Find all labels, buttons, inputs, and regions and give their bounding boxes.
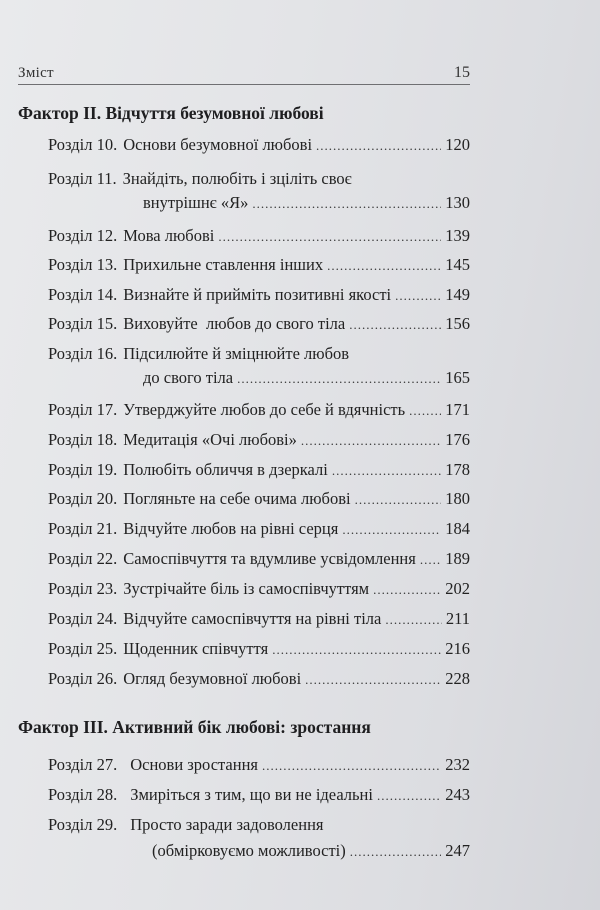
chapter-number: 15. [96,314,118,333]
chapter-number: 29. [96,815,118,834]
chapter-title: Змиріться з тим, що ви не ідеальні [130,785,373,804]
chapter-label: Розділ [48,785,93,804]
leader-dots [355,489,442,511]
chapter-number: 19. [96,460,118,479]
chapter-label: Розділ [48,255,93,274]
chapter-number: 24. [96,609,118,628]
chapter-number: 22. [96,549,118,568]
leader-dots [420,549,441,571]
chapter-page: 232 [445,755,470,774]
chapter-title: Медитація «Очі любові» [123,430,297,449]
chapter-title: Утверджуйте любов до себе й вдячність [123,400,406,419]
chapter-title: Визнайте й прийміть позитивні якості [123,285,392,304]
chapter-label: Розділ [48,226,93,245]
chapter-page: 145 [445,255,470,274]
chapter-number: 13. [96,255,118,274]
toc-entry-chapter-13[interactable] [48,254,470,277]
chapter-title: Виховуйте любов до свого тіла [123,314,346,333]
page-number: 15 [454,64,470,81]
chapter-title: Знайдіть, полюбіть і зцілiть своє [122,169,352,188]
chapter-number: 18. [96,430,118,449]
toc-entry-chapter-17[interactable] [48,399,470,422]
chapter-title-continued: (обмірковуємо можливості) [152,841,346,860]
leader-dots [262,755,441,777]
leader-dots [305,669,441,691]
leader-dots [373,579,441,601]
chapter-title: Основи зростання [130,755,259,774]
chapter-number: 27. [96,755,118,774]
chapter-page: 211 [445,609,470,628]
chapter-label: Розділ [48,669,93,688]
leader-dots [237,368,441,390]
chapter-title: Огляд безумовної любові [123,669,302,688]
toc-entry-chapter-25[interactable] [48,638,470,661]
chapter-page: 130 [445,193,470,212]
chapter-title: Відчуйте самоспівчуття на рівні тіла [123,609,382,628]
part-heading-factor-3: Фактор ІІІ. Активний бік любові: зростання [18,717,371,737]
leader-dots [342,519,441,541]
chapter-title: Зустрічайте біль із самоспівчуттям [123,579,370,598]
toc-entry-chapter-23[interactable] [48,578,470,601]
leader-dots [316,135,441,157]
chapter-page: 149 [445,285,470,304]
toc-entry-chapter-21[interactable] [48,518,470,541]
chapter-label: Розділ [48,285,93,304]
chapter-label: Розділ [48,430,93,449]
chapter-label: Розділ [48,344,93,363]
leader-dots [252,193,441,215]
chapter-page: 178 [445,460,470,479]
chapter-title: Щоденник співчуття [123,639,269,658]
toc-entry-chapter-11[interactable] [48,168,470,215]
toc-entry-chapter-19[interactable] [48,459,470,482]
toc-entry-chapter-10[interactable] [48,134,470,157]
chapter-number: 26. [96,669,118,688]
chapter-label: Розділ [48,135,93,154]
chapter-number: 14. [96,285,118,304]
toc-entry-chapter-12[interactable] [48,225,470,248]
toc-entry-chapter-18[interactable] [48,429,470,452]
chapter-label: Розділ [48,609,93,628]
chapter-page: 120 [445,135,470,154]
leader-dots [332,460,441,482]
chapter-number: 28. [96,785,118,804]
toc-entry-chapter-24[interactable] [48,608,470,631]
chapter-title: Полюбіть обличчя в дзеркалі [123,460,328,479]
toc-entry-chapter-20[interactable] [48,488,470,511]
chapter-label: Розділ [48,755,93,774]
chapter-title: Погляньте на себе очима любові [123,489,351,508]
chapter-number: 23. [96,579,118,598]
running-header [18,60,470,85]
chapter-page: 247 [445,841,470,860]
chapter-label: Розділ [48,400,93,419]
chapter-label: Розділ [48,579,93,598]
chapter-page: 189 [445,549,470,568]
leader-dots [350,841,441,863]
chapter-number: 11. [96,169,117,188]
toc-entry-chapter-27[interactable] [48,754,470,777]
chapter-number: 21. [96,519,118,538]
chapter-page: 202 [445,579,470,598]
leader-dots [272,639,441,661]
chapter-number: 20. [96,489,118,508]
chapter-label: Розділ [48,549,93,568]
chapter-page: 180 [445,489,470,508]
toc-entry-chapter-14[interactable] [48,284,470,307]
chapter-label: Розділ [48,314,93,333]
toc-entry-chapter-22[interactable] [48,548,470,571]
chapter-number: 16. [96,344,118,363]
toc-entry-chapter-28[interactable] [48,784,470,807]
chapter-label: Розділ [48,169,93,188]
leader-dots [301,430,441,452]
chapter-page: 156 [445,314,470,333]
chapter-page: 165 [445,368,470,387]
chapter-label: Розділ [48,639,93,658]
chapter-number: 12. [96,226,118,245]
chapter-label: Розділ [48,815,93,834]
chapter-page: 243 [445,785,470,804]
leader-dots [395,285,441,307]
chapter-title: Самоспівчуття та вдумливе усвідомлення [123,549,416,568]
toc-entry-chapter-29[interactable] [48,814,470,863]
chapter-title-continued: до свого тіла [143,368,234,387]
leader-dots [349,314,441,336]
chapter-title: Відчуйте любов на рівні серця [123,519,339,538]
chapter-title-continued: внутрішнє «Я» [143,193,249,212]
leader-dots [377,785,441,807]
chapter-page: 176 [445,430,470,449]
chapter-title: Мова любові [123,226,215,245]
chapter-label: Розділ [48,489,93,508]
toc-entry-chapter-26[interactable] [48,668,470,691]
leader-dots [218,226,441,248]
leader-dots [327,255,441,277]
leader-dots [409,400,441,422]
leader-dots [385,609,442,631]
chapter-title: Підсилюйте й зміцнюйте любов [123,344,350,363]
chapter-title: Прихильне ставлення інших [123,255,324,274]
chapter-page: 228 [445,669,470,688]
chapter-number: 25. [96,639,118,658]
chapter-title: Основи безумовної любові [123,135,313,154]
running-header-title: Зміст [18,65,54,81]
chapter-label: Розділ [48,460,93,479]
toc-entry-chapter-15[interactable] [48,313,470,336]
chapter-title: Просто заради задоволення [130,815,324,834]
chapter-page: 139 [445,226,470,245]
chapter-page: 184 [445,519,470,538]
chapter-number: 17. [96,400,118,419]
chapter-page: 171 [445,400,470,419]
chapter-page: 216 [445,639,470,658]
part-heading-factor-2: Фактор ІІ. Відчуття безумовної любові [18,103,324,123]
chapter-number: 10. [96,135,118,154]
toc-entry-chapter-16[interactable] [48,343,470,390]
chapter-label: Розділ [48,519,93,538]
